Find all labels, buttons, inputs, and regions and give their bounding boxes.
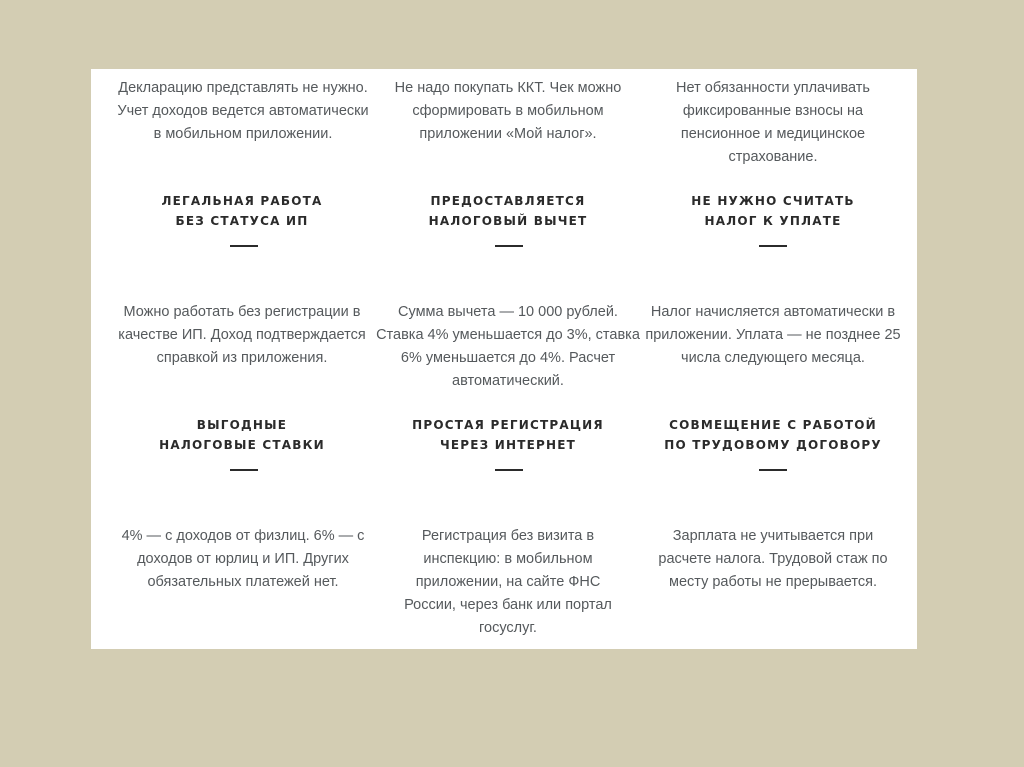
text-tax-rates: 4% — с доходов от физлиц. 6% — с доходов от юрлиц и ИП. Других обязательных платежей нет. bbox=[121, 528, 365, 590]
heading-legal-work-line1: ЛЕГАЛЬНАЯ РАБОТА bbox=[161, 194, 323, 208]
heading-registration-line2: ЧЕРЕЗ ИНТЕРНЕТ bbox=[439, 438, 577, 452]
heading-tax-calc-line1: НЕ НУЖНО СЧИТАТЬ bbox=[691, 194, 855, 208]
heading-divider bbox=[759, 469, 787, 471]
heading-tax-rates-line1: ВЫГОДНЫЕ bbox=[196, 418, 288, 432]
text-registration: Регистрация без визита в инспекцию: в мобильном приложении, на сайте ФНС России, через банк или портал госуслуг. bbox=[404, 528, 612, 636]
heading-divider bbox=[759, 245, 787, 247]
text-tax-calc: Налог начисляется автоматически в приложении. Уплата — не позднее 25 числа следующего месяца. bbox=[645, 304, 901, 366]
heading-legal-work-line2: БЕЗ СТАТУСА ИП bbox=[175, 214, 309, 228]
heading-employment-line2: ПО ТРУДОВОМУ ДОГОВОРУ bbox=[664, 438, 882, 452]
heading-divider bbox=[230, 245, 258, 247]
heading-divider bbox=[495, 469, 523, 471]
intro-text-insurance: Нет обязанности уплачивать фиксированные взносы на пенсионное и медицинское страхование. bbox=[676, 80, 870, 165]
text-employment: Зарплата не учитывается при расчете налога. Трудовой стаж по месту работы не прерывается. bbox=[658, 528, 888, 590]
intro-text-declaration: Декларацию представлять не нужно. Учет доходов ведется автоматически в мобильном приложении. bbox=[117, 80, 369, 142]
heading-registration-line1: ПРОСТАЯ РЕГИСТРАЦИЯ bbox=[412, 418, 604, 432]
heading-tax-deduction-line2: НАЛОГОВЫЙ ВЫЧЕТ bbox=[428, 214, 588, 228]
heading-divider bbox=[495, 245, 523, 247]
text-tax-deduction: Сумма вычета — 10 000 рублей. Ставка 4% уменьшается до 3%, ставка 6% уменьшается до 4%. Расчет автоматический. bbox=[376, 304, 640, 389]
text-legal-work: Можно работать без регистрации в качестве ИП. Доход подтверждается справкой из приложения. bbox=[118, 304, 366, 366]
benefits-slide bbox=[91, 69, 917, 649]
heading-divider bbox=[230, 469, 258, 471]
heading-tax-deduction-line1: ПРЕДОСТАВЛЯЕТСЯ bbox=[430, 194, 586, 208]
heading-tax-rates-line2: НАЛОГОВЫЕ СТАВКИ bbox=[159, 438, 325, 452]
heading-tax-calc-line2: НАЛОГ К УПЛАТЕ bbox=[704, 214, 842, 228]
intro-text-kkt: Не надо покупать ККТ. Чек можно сформировать в мобильном приложении «Мой налог». bbox=[394, 80, 622, 142]
heading-employment-line1: СОВМЕЩЕНИЕ С РАБОТОЙ bbox=[669, 418, 877, 432]
